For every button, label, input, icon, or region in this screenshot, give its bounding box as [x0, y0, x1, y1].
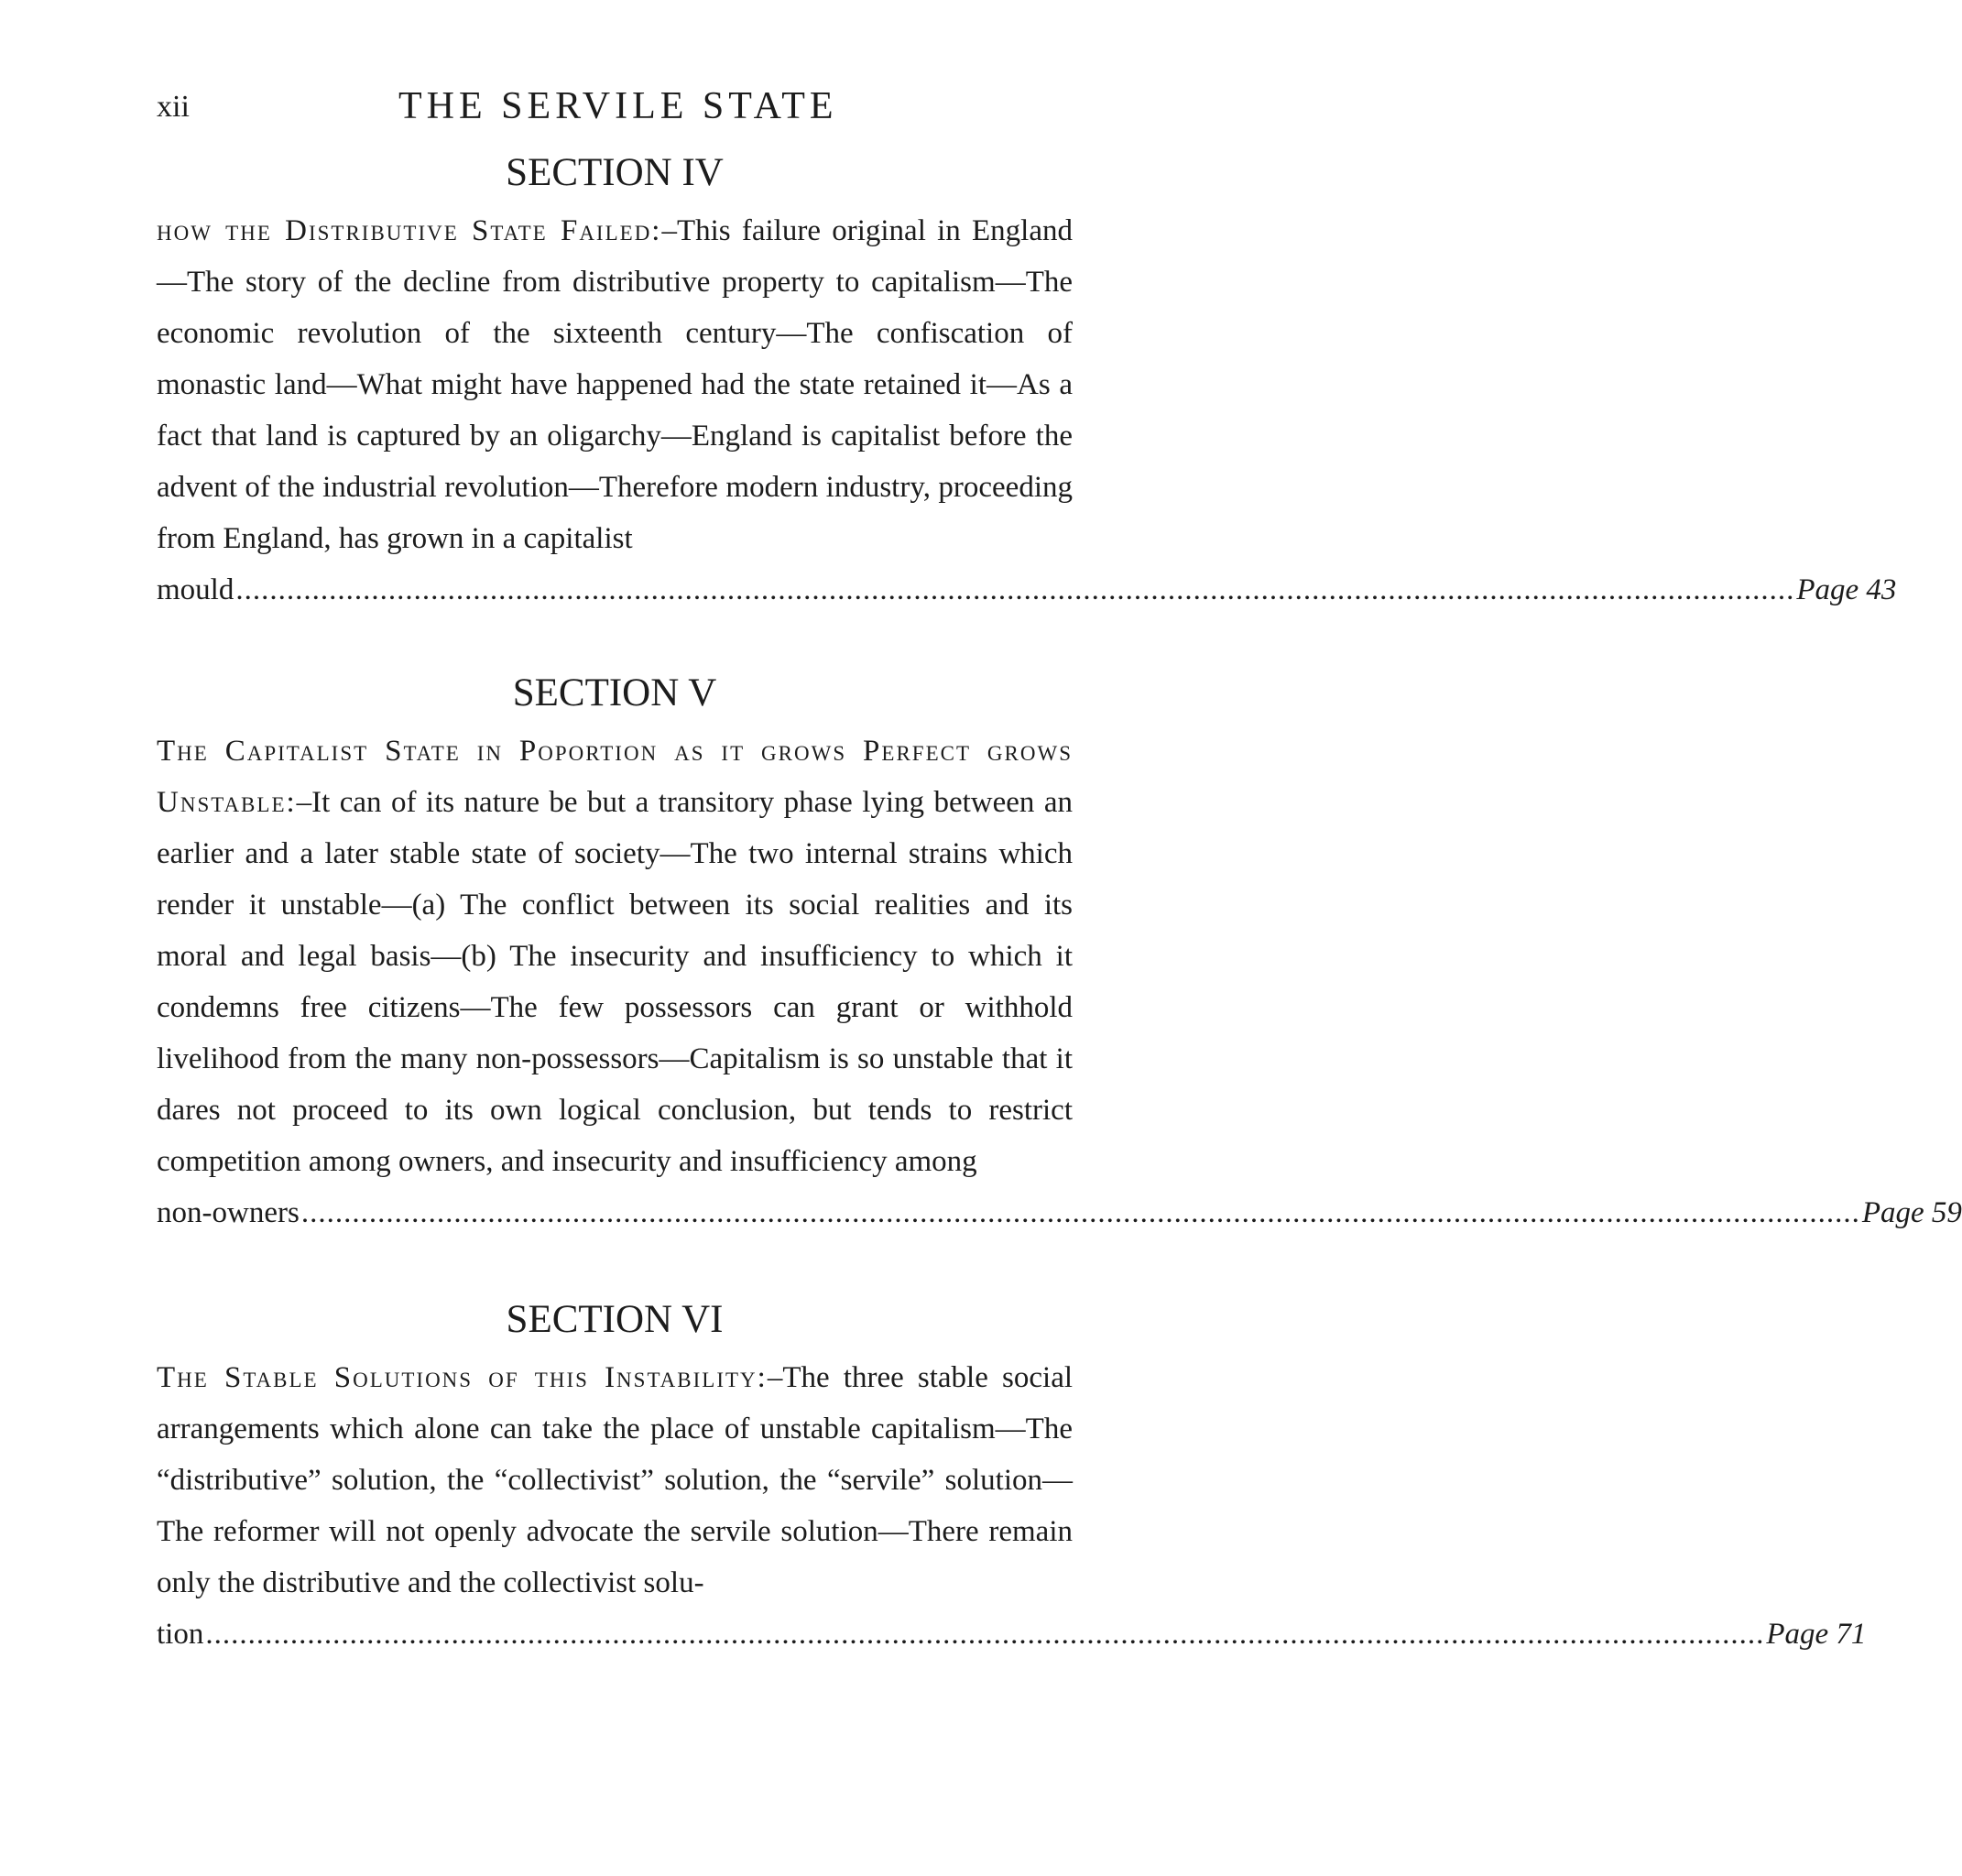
- entry-end-line: [157, 564, 1897, 616]
- section-v: [157, 667, 1962, 1238]
- section-heading: SECTION IV: [506, 151, 724, 194]
- section-lead-title: how the Distributive State Failed:: [157, 214, 662, 247]
- section-heading: SECTION V: [512, 671, 717, 714]
- section-summary-text: –This failure original in England—The story of the decline from distributive property to capitalism—The economic revolution of the sixteenth century—The confiscation of monastic land—What might have happened had the state retained it—As a fact that land is captured by an oligarchy—England is capitalist before the advent of the industrial revolution—Therefore modern industry, proceeding from England, has grown in a capitalist: [157, 214, 1073, 555]
- running-head: [157, 84, 1073, 136]
- section-last-word: tion: [157, 1618, 204, 1651]
- section-lead-title: The Capitalist State in Poportion as it grows Perfect grows Unstable:: [157, 735, 1073, 819]
- entry-end-line: [157, 1609, 1867, 1660]
- page-number: xii: [157, 90, 190, 124]
- page-reference: Page 43: [1796, 573, 1897, 606]
- section-summary: [157, 1352, 1073, 1609]
- section-iv: [157, 147, 1897, 616]
- section-vi: [157, 1293, 1867, 1660]
- section-lead-title: The Stable Solutions of this Instability:: [157, 1361, 768, 1394]
- book-title: THE SERVILE STATE: [398, 85, 838, 127]
- section-summary: [157, 205, 1073, 564]
- section-last-word: mould: [157, 573, 234, 606]
- section-last-word: non-owners: [157, 1196, 300, 1229]
- section-summary-text: –It can of its nature be but a transitory phase lying between an earlier and a later stable state of society—The two internal strains which render it unstable—(a) The conflict between its social realities and its moral and legal basis—(b) The insecurity and insufficiency to which it condemns free citizens—The few possessors can grant or withhold livelihood from the many non-possessors—Capitalism is so unstable that it dares not proceed to its own logical conclusion, but tends to restrict competition among owners, and insecurity and insufficiency among: [157, 786, 1073, 1178]
- section-summary: [157, 725, 1073, 1187]
- page-reference: Page 59: [1861, 1196, 1962, 1229]
- entry-end-line: [157, 1187, 1962, 1238]
- dot-leader: ........................................................................................................................................................................................: [235, 573, 1795, 606]
- section-heading: SECTION VI: [506, 1298, 724, 1341]
- dot-leader: ........................................................................................................................................................................................: [205, 1618, 1765, 1651]
- dot-leader: ........................................................................................................................................................................................: [300, 1196, 1860, 1229]
- page-reference: Page 71: [1766, 1618, 1867, 1651]
- section-summary-text: –The three stable social arrangements which alone can take the place of unstable capitalism—The “distributive” solution, the “collectivist” solution, the “servile” solution—The reformer will not openly advocate the servile solution—There remain only the distributive and the collectivist solu-: [157, 1361, 1074, 1599]
